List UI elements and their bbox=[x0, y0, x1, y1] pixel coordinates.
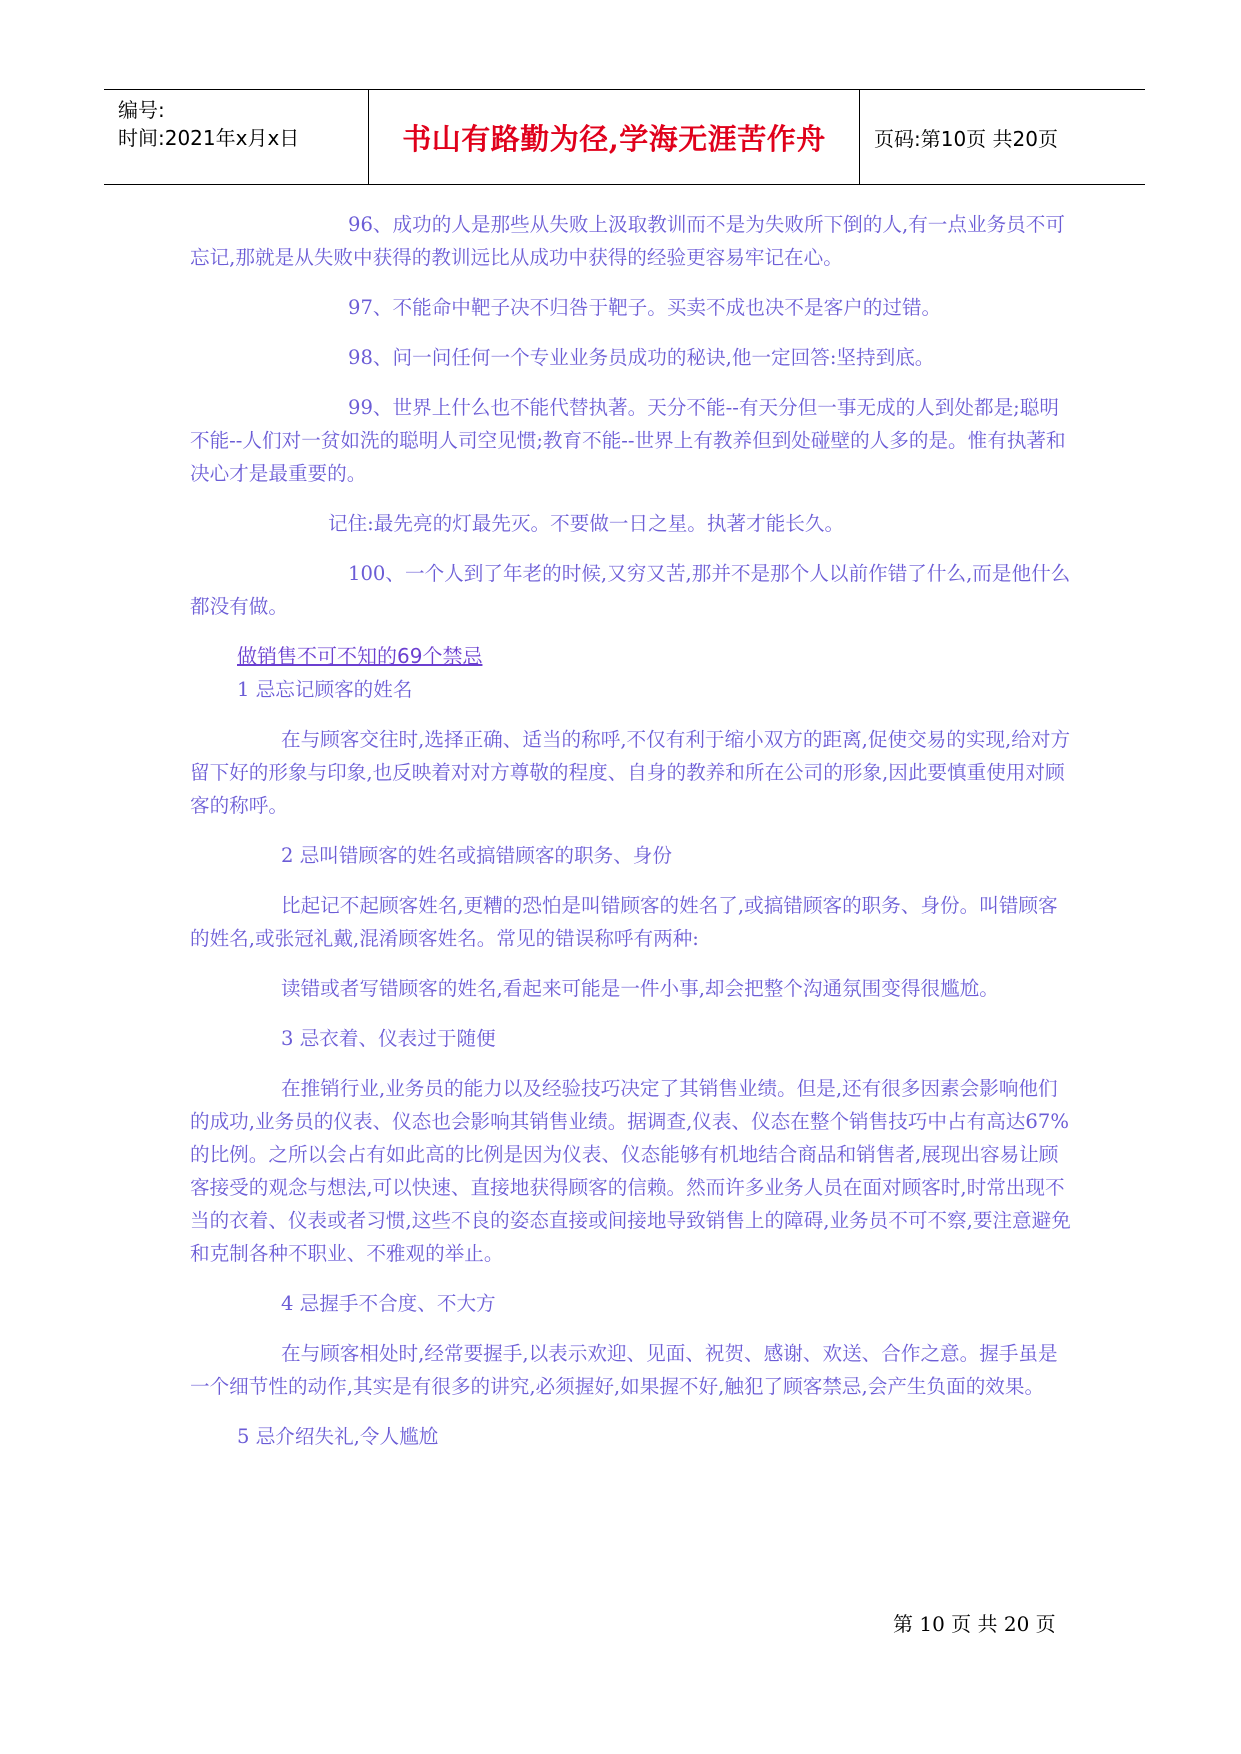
document-body bbox=[190, 208, 1072, 1453]
header-motto-cell bbox=[369, 90, 860, 184]
item-1-body: 在与顾客交往时,选择正确、适当的称呼,不仅有利于缩小双方的距离,促使交易的实现,给对方留下好的形象与印象,也反映着对对方尊敬的程度、自身的教养和所在公司的形象,因此要慎重使用对顾客的称呼。 bbox=[190, 728, 1071, 817]
paragraph-remember: 记住:最先亮的灯最先灭。不要做一日之星。执著才能长久。 bbox=[328, 512, 845, 535]
header-table bbox=[104, 89, 1145, 185]
item-4-title: 4 忌握手不合度、不大方 bbox=[281, 1292, 496, 1315]
item-2-title: 2 忌叫错顾客的姓名或搞错顾客的职务、身份 bbox=[281, 844, 672, 867]
item-5-title: 5 忌介绍失礼,令人尴尬 bbox=[237, 1425, 439, 1448]
item-2-body-2: 读错或者写错顾客的姓名,看起来可能是一件小事,却会把整个沟通氛围变得很尴尬。 bbox=[281, 977, 999, 1000]
paragraph-96: 96、成功的人是那些从失败上汲取教训而不是为失败所下倒的人,有一点业务员不可忘记,那就是从失败中获得的教训远比从成功中获得的经验更容易牢记在心。 bbox=[190, 213, 1065, 269]
paragraph-99: 99、世界上什么也不能代替执著。天分不能--有天分但一事无成的人到处都是;聪明不能--人们对一贫如洗的聪明人司空见惯;教育不能--世界上有教养但到处碰壁的人多的是。惟有执著和决心才是最重要的。 bbox=[190, 396, 1066, 485]
section-title: 做销售不可不知的69个禁忌 bbox=[237, 644, 483, 668]
time-label: 时间:2021年x月x日 bbox=[118, 126, 300, 150]
page-footer: 第 10 页 共 20 页 bbox=[893, 1612, 1056, 1636]
header-page-info: 页码:第10页 共20页 bbox=[874, 126, 1058, 151]
item-1-title: 1 忌忘记顾客的姓名 bbox=[237, 678, 413, 701]
item-4-body: 在与顾客相处时,经常要握手,以表示欢迎、见面、祝贺、感谢、欢送、合作之意。握手虽是一个细节性的动作,其实是有很多的讲究,必须握好,如果握不好,触犯了顾客禁忌,会产生负面的效果。 bbox=[190, 1342, 1058, 1398]
paragraph-100: 100、一个人到了年老的时候,又穷又苦,那并不是那个人以前作错了什么,而是他什么都没有做。 bbox=[190, 562, 1071, 618]
paragraph-98: 98、问一问任何一个专业业务员成功的秘诀,他一定回答:坚持到底。 bbox=[348, 346, 935, 369]
motto-text: 书山有路勤为径,学海无涯苦作舟 bbox=[402, 121, 826, 156]
header-left-cell bbox=[104, 90, 369, 184]
item-2-body: 比起记不起顾客姓名,更糟的恐怕是叫错顾客的姓名了,或搞错顾客的职务、身份。叫错顾客的姓名,或张冠礼戴,混淆顾客姓名。常见的错误称呼有两种: bbox=[190, 894, 1058, 950]
paragraph-97: 97、不能命中靶子决不归咎于靶子。买卖不成也决不是客户的过错。 bbox=[348, 296, 942, 319]
item-3-body: 在推销行业,业务员的能力以及经验技巧决定了其销售业绩。但是,还有很多因素会影响他们的成功,业务员的仪表、仪态也会影响其销售业绩。据调查,仪表、仪态在整个销售技巧中占有高达67%的比例。之所以会占有如此高的比例是因为仪表、仪态能够有机地结合商品和销售者,展现出容易让顾客接受的观念与想法,可以快速、直接地获得顾客的信赖。然而许多业务人员在面对顾客时,时常出现不当的衣着、仪表或者习惯,这些不良的姿态直接或间接地导致销售上的障碍,业务员不可不察,要注意避免和克制各种不职业、不雅观的举止。 bbox=[190, 1077, 1071, 1265]
item-3-title: 3 忌衣着、仪表过于随便 bbox=[281, 1027, 496, 1050]
number-label: 编号: bbox=[118, 98, 165, 122]
